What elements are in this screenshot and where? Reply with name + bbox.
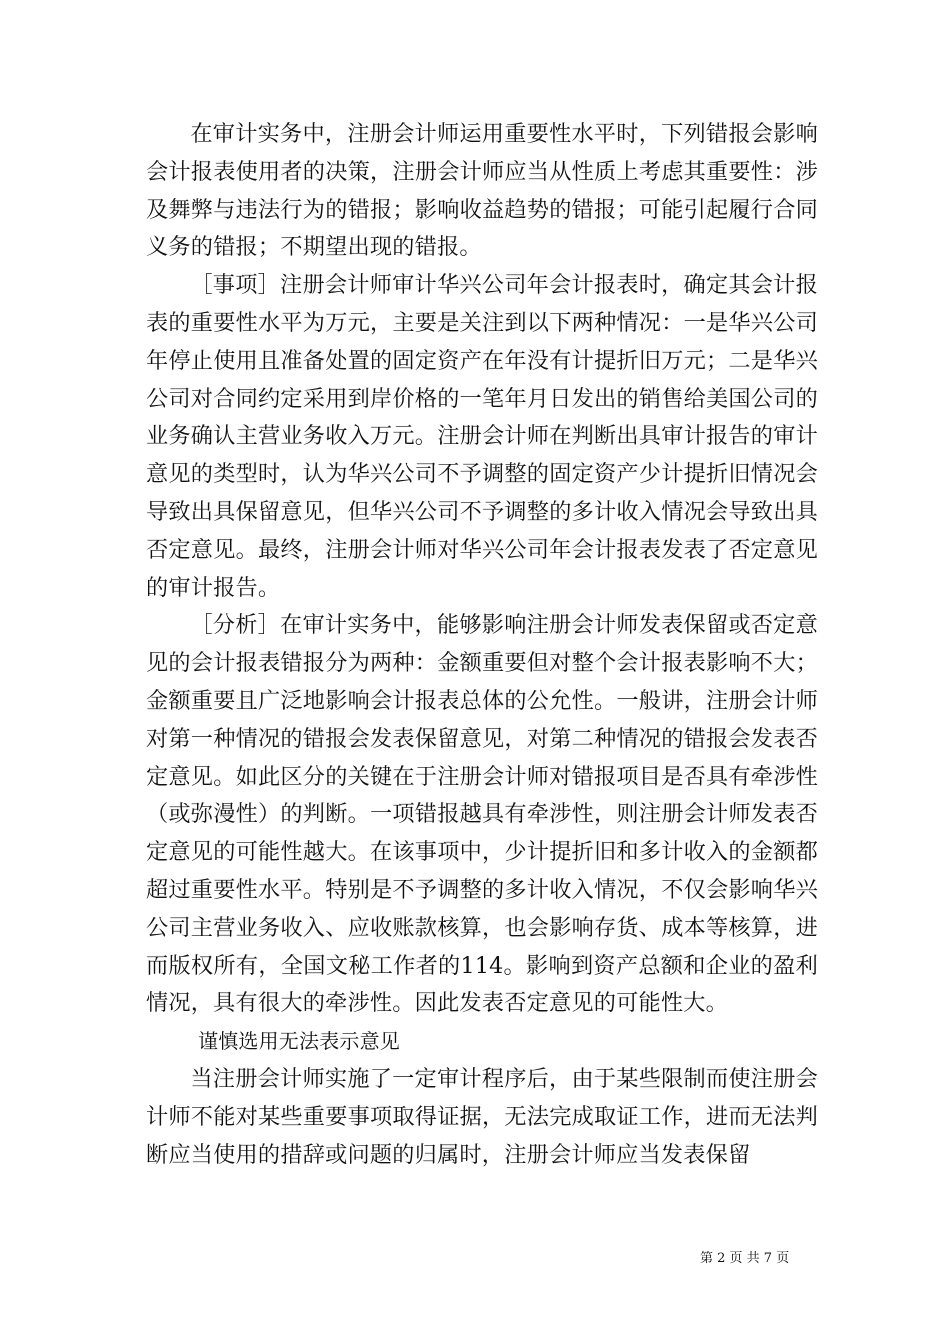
- paragraph-materiality: 在审计实务中，注册会计师运用重要性水平时，下列错报会影响会计报表使用者的决策，注册会计师应当从性质上考虑其重要性：涉及舞弊与违法行为的错报；影响收益趋势的错报；可能引起履行合同义务的错报；不期望出现的错报。: [146, 121, 818, 261]
- document-body: [146, 116, 818, 1174]
- paragraph-analysis: ［分析］在审计实务中，能够影响注册会计师发表保留或否定意见的会计报表错报分为两种：金额重要但对整个会计报表影响不大；金额重要且广泛地影响会计报表总体的公允性。一般讲，注册会计师对第一种情况的错报会发表保留意见，对第二种情况的错报会发表否定意见。如此区分的关键在于注册会计师对错报项目是否具有牵涉性（或弥漫性）的判断。一项错报越具有牵涉性，则注册会计师发表否定意见的可能性越大。在该事项中，少计提折旧和多计收入的金额都超过重要性水平。特别是不予调整的多计收入情况，不仅会影响华兴公司主营业务收入、应收账款核算，也会影响存货、成本等核算，进而版权所有，全国文秘工作者的114。影响到资产总额和企业的盈利情况，具有很大的牵涉性。因此发表否定意见的可能性大。: [146, 612, 818, 1017]
- page-number-footer: 第 2 页 共 7 页: [700, 1251, 790, 1266]
- section-heading: 谨慎选用无法表示意见: [198, 1029, 400, 1054]
- paragraph-matter: ［事项］注册会计师审计华兴公司年会计报表时，确定其会计报表的重要性水平为万元，主要是关注到以下两种情况：一是华兴公司年停止使用且准备处置的固定资产在年没有计提折旧万元；二是华兴公司对合同约定采用到岸价格的一笔年月日发出的销售给美国公司的业务确认主营业务收入万元。注册会计师在判断出具审计报告的审计意见的类型时，认为华兴公司不予调整的固定资产少计提折旧情况会导致出具保留意见，但华兴公司不予调整的多计收入情况会导致出具否定意见。最终，注册会计师对华兴公司年会计报表发表了否定意见的审计报告。: [146, 272, 818, 601]
- paragraph-disclaimer: 当注册会计师实施了一定审计程序后，由于某些限制而使注册会计师不能对某些重要事项取得证据，无法完成取证工作，进而无法判断应当使用的措辞或问题的归属时，注册会计师应当发表保留: [146, 1065, 818, 1168]
